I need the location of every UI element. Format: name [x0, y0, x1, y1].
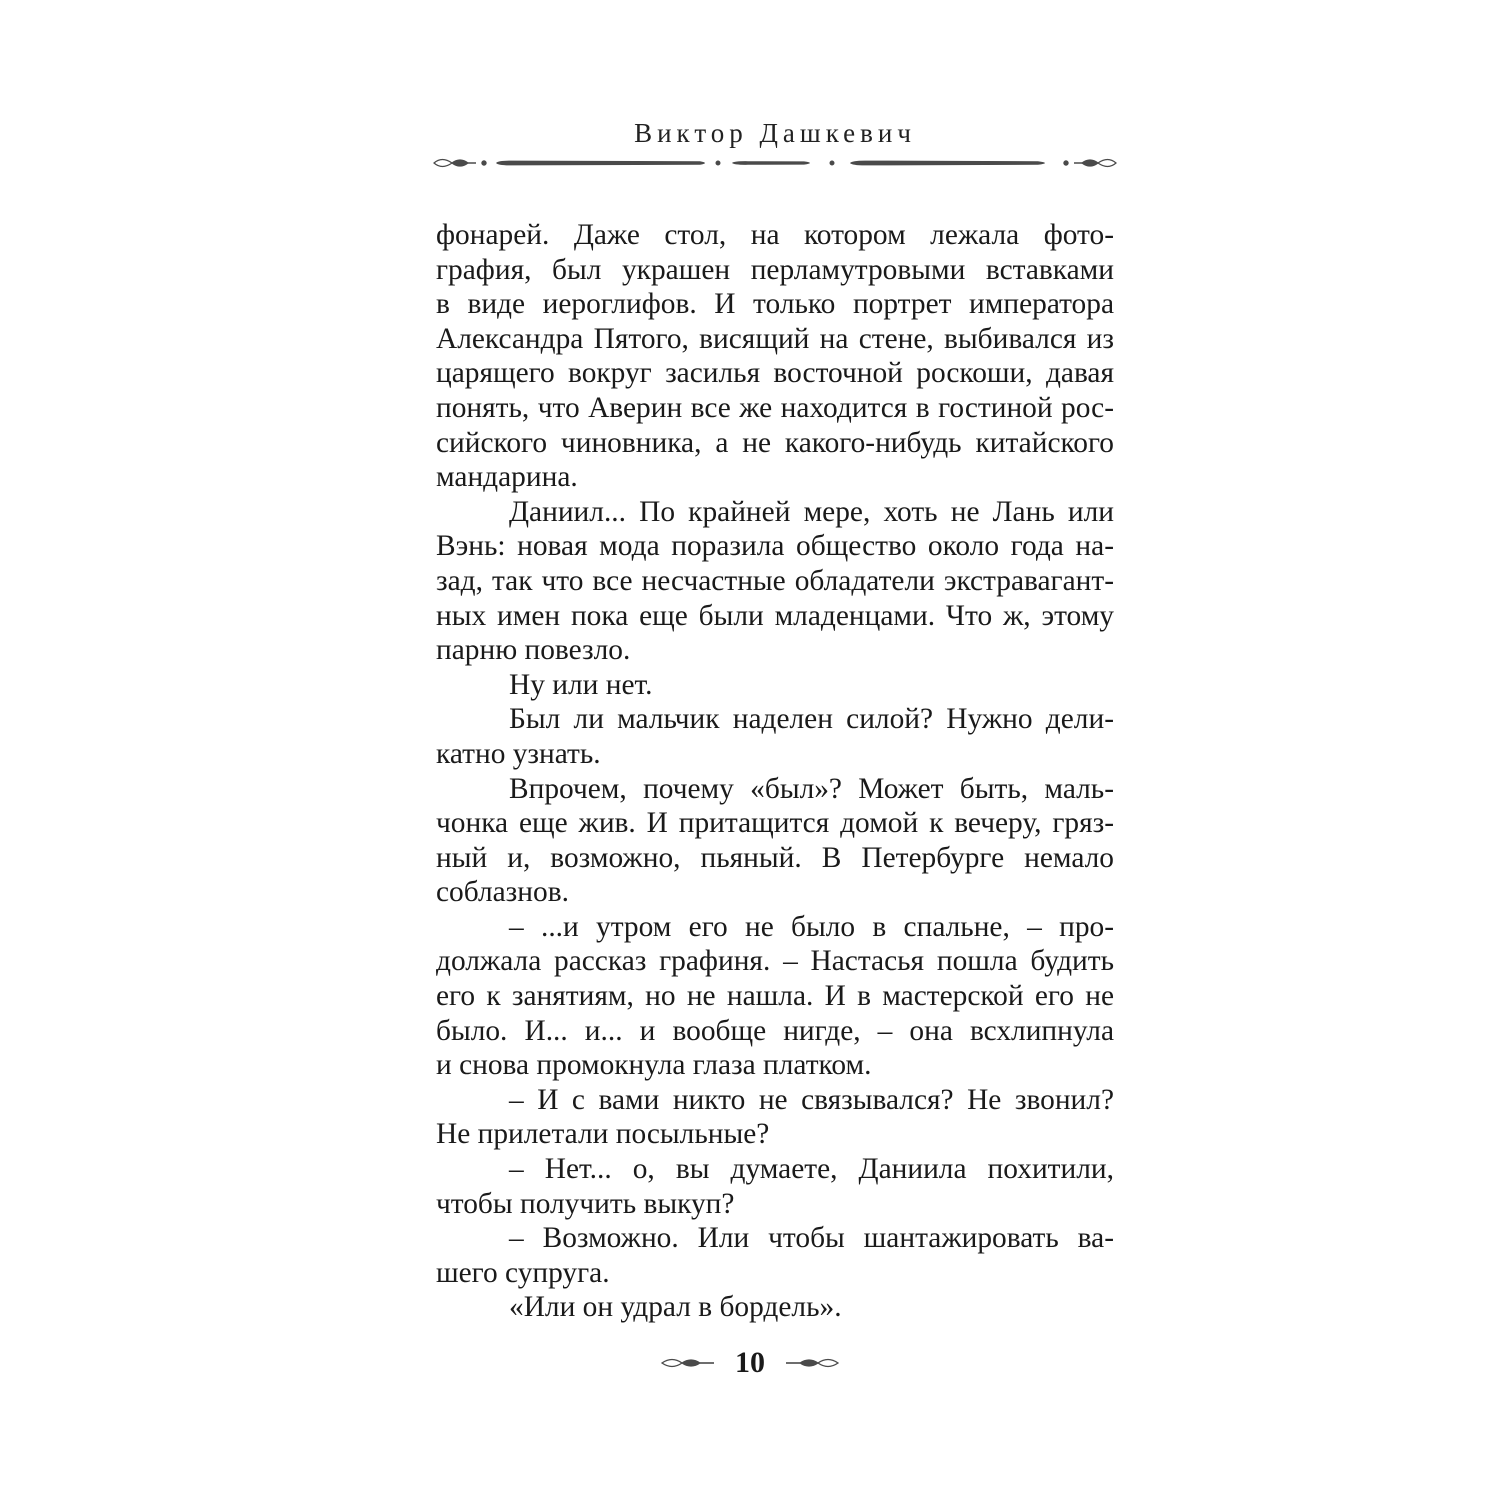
text-line: Не прилетали посыльные? [436, 1118, 770, 1151]
text-line: ных имен пока еще были младенцами. Что ж, этому [436, 599, 1114, 632]
text-line: Даниил... По крайней мере, хоть не Лань или [509, 495, 1114, 528]
text-line: «Или он удрал в бордель». [509, 1291, 842, 1324]
text-line: шего супруга. [436, 1256, 610, 1289]
header-ornament-divider [432, 148, 1118, 178]
text-line: катно узнать. [436, 737, 601, 770]
text-line: фонарей. Даже стол, на котором лежала фото- [436, 219, 1114, 251]
text-line: соблазнов. [436, 876, 569, 909]
text-line: Ну или нет. [509, 668, 653, 701]
page-folio [0, 1346, 1500, 1386]
text-line: парню повезло. [436, 634, 631, 667]
text-line: мандарина. [436, 461, 578, 494]
folio-right-ornament [784, 1353, 840, 1373]
text-line: ный и, возможно, пьяный. В Петербурге немало [436, 841, 1114, 874]
text-line: должала рассказ графиня. – Настасья пошла будить [436, 945, 1114, 978]
text-line: чонка еще жив. И притащится домой к вечеру, гряз- [436, 807, 1114, 840]
text-line: – Нет... о, вы думаете, Даниила похитили, [509, 1153, 1114, 1186]
running-head-author: Виктор Дашкевич [634, 118, 916, 148]
folio-left-ornament [660, 1353, 716, 1373]
text-line: графия, был украшен перламутровыми вставками [436, 253, 1114, 286]
text-line: было. И... и... и вообще нигде, – она всхлипнула [436, 1014, 1114, 1047]
text-line: – И с вами никто не связывался? Не звонил? [509, 1083, 1114, 1116]
text-line: – Возможно. Или чтобы шантажировать ва- [509, 1222, 1114, 1255]
text-line: его к занятиям, но не нашла. И в мастерской его не [436, 980, 1114, 1013]
text-line: и снова промокнула глаза платком. [436, 1049, 872, 1082]
text-line: зад, так что все несчастные обладатели экстравагант- [436, 564, 1114, 597]
body-text [436, 218, 1114, 1325]
text-line: сийского чиновника, а не какого-нибудь китайского [436, 426, 1114, 459]
text-line: Был ли мальчик наделен силой? Нужно дели- [509, 703, 1114, 736]
text-line: понять, что Аверин все же находится в гостиной рос- [436, 391, 1114, 424]
text-line: в виде иероглифов. И только портрет императора [436, 288, 1114, 321]
text-line: Вэнь: новая мода поразила общество около года на- [436, 530, 1114, 563]
text-line: чтобы получить выкуп? [436, 1187, 735, 1220]
text-line: – ...и утром его не было в спальне, – про- [509, 910, 1114, 943]
text-line: Александра Пятого, висящий на стене, выбивался из [436, 322, 1114, 355]
text-line: Впрочем, почему «был»? Может быть, маль- [509, 772, 1114, 805]
text-line: царящего вокруг засилья восточной роскоши, давая [436, 357, 1114, 390]
page-number: 10 [735, 1346, 765, 1379]
